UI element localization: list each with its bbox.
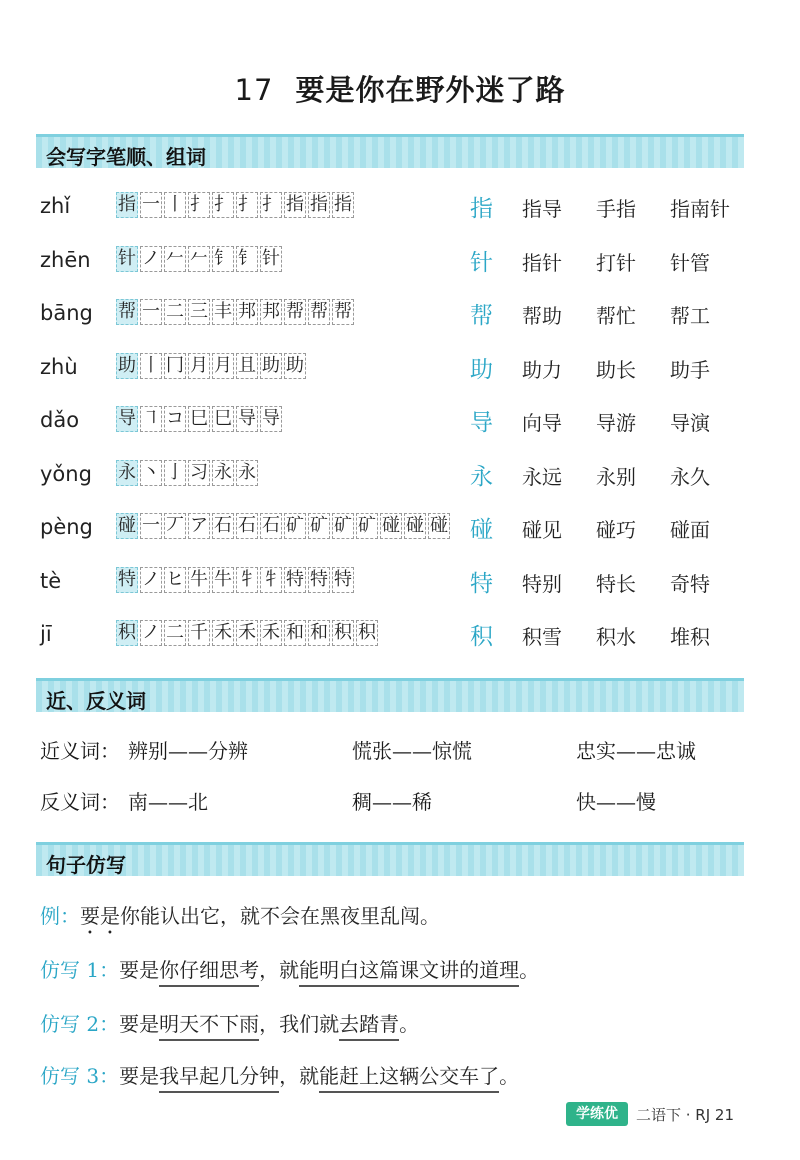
stroke-step: 和 — [284, 620, 306, 646]
synonym-pair-2: 慌张——惊慌 — [352, 739, 472, 763]
stroke-step: 助 — [284, 353, 306, 379]
word-group: 指导 — [522, 197, 562, 221]
stroke-step: 特 — [332, 567, 354, 593]
stroke-step: 三 — [188, 299, 210, 325]
antonym-pair-1: 南——北 — [128, 790, 208, 814]
stroke-step: 永 — [212, 460, 234, 486]
antonym-row — [40, 786, 760, 820]
highlight-char: 指 — [470, 196, 493, 222]
imitation-2 — [40, 1008, 419, 1042]
section-sentences-title: 句子仿写 — [46, 853, 126, 877]
stroke-step: 帮 — [284, 299, 306, 325]
stroke-step: 一 — [140, 192, 162, 218]
stroke-step: 𠂉 — [164, 246, 186, 272]
pinyin: pèng — [40, 515, 93, 539]
highlight-char: 导 — [470, 410, 493, 436]
highlight-char: 碰 — [470, 517, 493, 543]
stroke-target-char: 导 — [116, 406, 138, 432]
stroke-step: 丆 — [164, 513, 186, 539]
stroke-order — [116, 513, 452, 541]
stroke-step: 碰 — [428, 513, 450, 539]
highlight-char: 积 — [470, 624, 493, 650]
stroke-step: 禾 — [260, 620, 282, 646]
stroke-step: ノ — [140, 620, 162, 646]
stroke-step: 针 — [260, 246, 282, 272]
word-group: 碰面 — [670, 518, 710, 542]
imitation-3-end: 。 — [499, 1064, 520, 1088]
stroke-step: 矿 — [284, 513, 306, 539]
stroke-step: 指 — [332, 192, 354, 218]
pinyin: jī — [40, 622, 52, 646]
stroke-order — [116, 246, 284, 274]
stroke-step: 特 — [308, 567, 330, 593]
stroke-step: 帮 — [332, 299, 354, 325]
stroke-step: 冂 — [164, 353, 186, 379]
stroke-step: 邦 — [236, 299, 258, 325]
stroke-step: 巳 — [212, 406, 234, 432]
stroke-step: ノ — [140, 246, 162, 272]
synonym-row — [40, 735, 760, 769]
pinyin: zhǐ — [40, 194, 71, 218]
stroke-step: 牜 — [236, 567, 258, 593]
example-keyword: 要是 — [80, 904, 120, 928]
imitation-3-label: 仿写 3： — [40, 1064, 120, 1088]
stroke-step: 二 — [164, 620, 186, 646]
stroke-step: 特 — [284, 567, 306, 593]
stroke-step: 扌 — [260, 192, 282, 218]
imitation-3-answer-1: 我早起几分钟 — [159, 1060, 279, 1093]
word-group: 帮助 — [522, 304, 562, 328]
stroke-step: 石 — [212, 513, 234, 539]
stroke-step: ノ — [140, 567, 162, 593]
stroke-step: 丰 — [212, 299, 234, 325]
stroke-target-char: 碰 — [116, 513, 138, 539]
stroke-target-char: 帮 — [116, 299, 138, 325]
antonym-pair-2: 稠——稀 — [352, 790, 432, 814]
stroke-order — [116, 460, 260, 488]
word-group: 向导 — [522, 411, 562, 435]
highlight-char: 针 — [470, 249, 493, 276]
stroke-step: 牜 — [260, 567, 282, 593]
imitation-2-connector: ，我们就 — [259, 1012, 340, 1036]
pinyin: zhù — [40, 354, 78, 379]
stroke-order — [116, 192, 356, 220]
imitation-1-label: 仿写 1： — [40, 958, 120, 982]
highlight-char: 助 — [470, 356, 493, 383]
pinyin: bāng — [40, 301, 93, 325]
stroke-step: 永 — [236, 460, 258, 486]
stroke-step: ㇕ — [140, 406, 162, 432]
section-sentences-header — [36, 842, 744, 876]
stroke-step: 𠂉 — [188, 246, 210, 272]
lesson-number: 17 — [234, 73, 274, 107]
imitation-3-answer-2: 能赶上这辆公交车了 — [319, 1060, 499, 1093]
word-group: 导游 — [596, 411, 636, 435]
highlight-char: 特 — [470, 570, 493, 597]
word-group: 导演 — [670, 411, 710, 435]
pinyin: zhēn — [40, 247, 91, 272]
stroke-target-char: 指 — [116, 192, 138, 218]
character-row — [0, 402, 800, 442]
stroke-step: 积 — [356, 620, 378, 646]
stroke-step: 矿 — [332, 513, 354, 539]
stroke-step: 导 — [260, 406, 282, 432]
publisher-logo: 学练优 — [566, 1102, 628, 1126]
word-group: 永久 — [670, 464, 710, 489]
stroke-order — [116, 406, 284, 434]
stroke-step: 和 — [308, 620, 330, 646]
stroke-step: 邦 — [260, 299, 282, 325]
stroke-step: 碰 — [380, 513, 402, 539]
section-synonyms-title: 近、反义词 — [46, 689, 146, 713]
antonym-pair-3: 快——慢 — [576, 790, 656, 814]
imitation-1-connector: ，就 — [259, 958, 300, 982]
stroke-step: 禾 — [236, 620, 258, 646]
section-writing-title: 会写字笔顺、组词 — [46, 145, 206, 169]
imitation-3-connector: ，就 — [279, 1064, 320, 1088]
character-row — [0, 456, 800, 496]
word-group: 碰见 — [522, 518, 562, 542]
imitation-2-end: 。 — [399, 1012, 420, 1036]
word-group: 永远 — [522, 464, 562, 489]
word-group: 助长 — [596, 357, 636, 382]
stroke-order — [116, 620, 380, 648]
stroke-step: 矿 — [356, 513, 378, 539]
stroke-step: ア — [188, 513, 210, 539]
word-group: 积水 — [596, 625, 636, 649]
highlight-char: 永 — [470, 463, 493, 490]
stroke-step: 矿 — [308, 513, 330, 539]
word-group: 手指 — [596, 197, 636, 221]
stroke-step: 助 — [260, 353, 282, 379]
imitation-2-label: 仿写 2： — [40, 1012, 120, 1036]
stroke-target-char: 永 — [116, 460, 138, 486]
stroke-step: 习 — [188, 460, 210, 486]
imitation-1-end: 。 — [519, 958, 540, 982]
word-group: 积雪 — [522, 625, 562, 649]
word-group: 奇特 — [670, 571, 710, 596]
word-group: 碰巧 — [596, 518, 636, 542]
example-label: 例： — [40, 904, 80, 928]
stroke-step: 积 — [332, 620, 354, 646]
stroke-step: 牛 — [212, 567, 234, 593]
character-row — [0, 295, 800, 335]
character-row — [0, 242, 800, 282]
stroke-step: 钅 — [236, 246, 258, 272]
word-group: 永别 — [596, 464, 636, 489]
stroke-target-char: 针 — [116, 246, 138, 272]
stroke-step: 导 — [236, 406, 258, 432]
imitation-2-answer-2: 去踏青 — [339, 1008, 399, 1041]
stroke-step: 且 — [236, 353, 258, 379]
stroke-target-char: 特 — [116, 567, 138, 593]
word-group: 针管 — [670, 250, 710, 275]
word-group: 指针 — [522, 250, 562, 275]
pinyin: yǒng — [40, 461, 92, 486]
page-footer-info: 二语下 · RJ 21 — [636, 1106, 735, 1124]
character-row — [0, 349, 800, 389]
section-writing-header — [36, 134, 744, 168]
stroke-step: 钅 — [212, 246, 234, 272]
word-group: 帮工 — [670, 304, 710, 328]
imitation-2-answer-1: 明天不下雨 — [159, 1008, 259, 1041]
word-group: 助手 — [670, 357, 710, 382]
pinyin: tè — [40, 568, 62, 593]
stroke-step: 牛 — [188, 567, 210, 593]
stroke-step: 指 — [284, 192, 306, 218]
stroke-step: ヒ — [164, 567, 186, 593]
stroke-step: 月 — [212, 353, 234, 379]
stroke-step: 二 — [164, 299, 186, 325]
pinyin: dǎo — [40, 408, 80, 432]
character-row — [0, 563, 800, 603]
stroke-step: 帮 — [308, 299, 330, 325]
word-group: 特别 — [522, 571, 562, 596]
stroke-target-char: 积 — [116, 620, 138, 646]
word-group: 堆积 — [670, 625, 710, 649]
imitation-1-answer-2: 能明白这篇课文讲的道理 — [299, 954, 519, 987]
antonym-label: 反义词： — [40, 790, 120, 814]
example-sentence — [40, 900, 440, 934]
imitation-2-keyword: 要是 — [119, 1012, 160, 1036]
character-row — [0, 616, 800, 656]
synonym-label: 近义词： — [40, 739, 120, 763]
stroke-step: 禾 — [212, 620, 234, 646]
character-row — [0, 509, 800, 549]
imitation-1-answer-1: 你仔细思考 — [159, 954, 259, 987]
stroke-step: 扌 — [212, 192, 234, 218]
stroke-step: 一 — [140, 513, 162, 539]
word-group: 指南针 — [670, 197, 730, 221]
stroke-step: 丶 — [140, 460, 162, 486]
stroke-step: 亅 — [164, 460, 186, 486]
lesson-title: 要是你在野外迷了路 — [295, 73, 566, 107]
imitation-1-keyword: 要是 — [119, 958, 160, 982]
stroke-target-char: 助 — [116, 353, 138, 379]
stroke-order — [116, 299, 356, 327]
word-group: 助力 — [522, 357, 562, 382]
synonym-pair-1: 辨别——分辨 — [128, 739, 248, 763]
stroke-step: 碰 — [404, 513, 426, 539]
section-synonyms-header — [36, 678, 744, 712]
word-group: 特长 — [596, 571, 636, 596]
character-row — [0, 188, 800, 228]
stroke-step: 石 — [236, 513, 258, 539]
stroke-step: 丨 — [164, 192, 186, 218]
stroke-step: 指 — [308, 192, 330, 218]
word-group: 帮忙 — [596, 304, 636, 328]
stroke-step: 巳 — [188, 406, 210, 432]
page-title — [0, 68, 800, 109]
example-text: 你能认出它，就不会在黑夜里乱闯。 — [120, 904, 440, 928]
stroke-step: 扌 — [188, 192, 210, 218]
imitation-1 — [40, 954, 539, 988]
highlight-char: 帮 — [470, 303, 493, 329]
stroke-step: 一 — [140, 299, 162, 325]
word-group: 打针 — [596, 250, 636, 275]
stroke-step: 扌 — [236, 192, 258, 218]
stroke-order — [116, 353, 308, 381]
stroke-step: 千 — [188, 620, 210, 646]
stroke-step: コ — [164, 406, 186, 432]
stroke-order — [116, 567, 356, 595]
stroke-step: 石 — [260, 513, 282, 539]
stroke-step: 月 — [188, 353, 210, 379]
imitation-3-keyword: 要是 — [119, 1064, 160, 1088]
imitation-3 — [40, 1060, 519, 1094]
synonym-pair-3: 忠实——忠诚 — [576, 739, 696, 763]
stroke-step: 丨 — [140, 353, 162, 379]
